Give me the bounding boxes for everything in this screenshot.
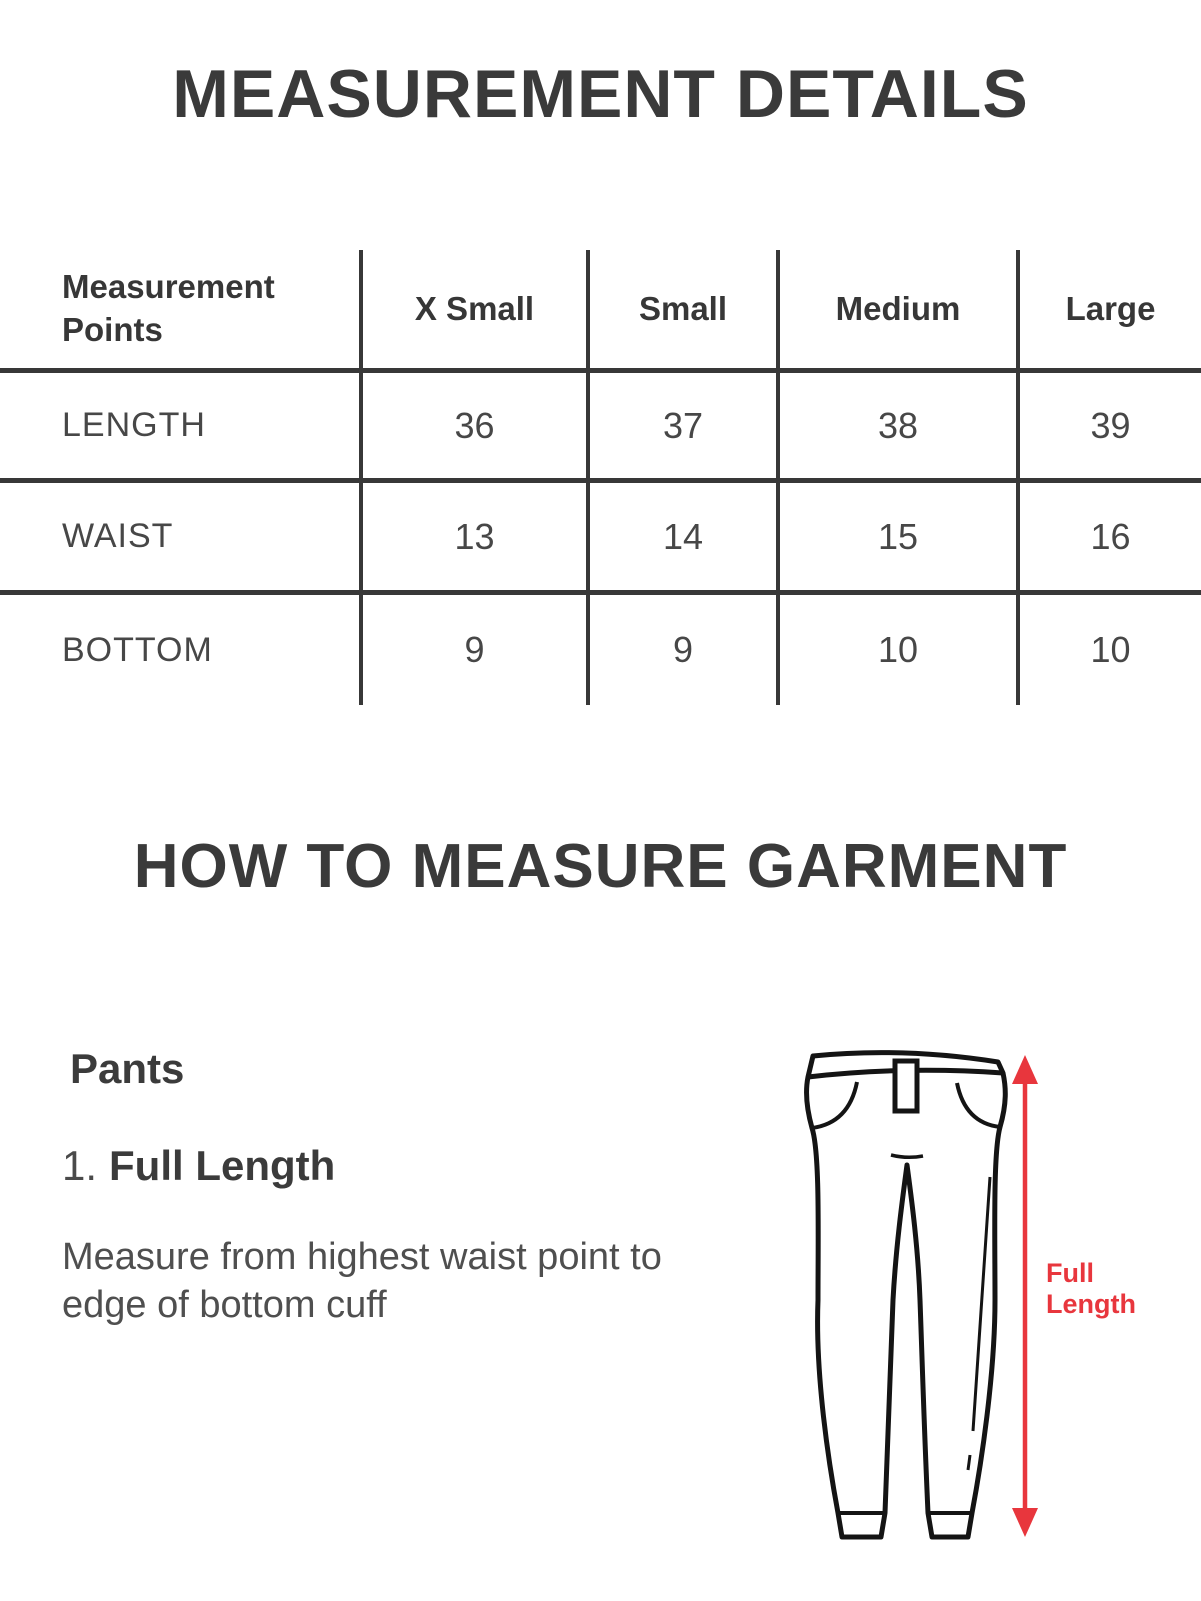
waist-x-small-value: 13 — [363, 478, 590, 590]
bottom-medium-value: 10 — [780, 590, 1020, 705]
col-header-large: Large — [1065, 289, 1156, 327]
row-label-bottom: BOTTOM — [0, 590, 363, 705]
measurement-table — [0, 250, 1201, 705]
step-heading — [62, 1142, 336, 1189]
arrow-head-up — [1012, 1055, 1038, 1084]
col-header-x-small: X Small — [363, 250, 590, 368]
waist-small-value: 14 — [590, 478, 780, 590]
section-title-how-to-measure: HOW TO MEASURE GARMENT — [133, 832, 1068, 901]
pants-illustration — [785, 1045, 1015, 1545]
step-description: Measure from highest waist point to edge of bottom cuff — [62, 1236, 662, 1326]
step-name: Full Length — [109, 1142, 336, 1189]
bottom-x-small-value: 9 — [363, 590, 590, 705]
full-length-arrow-label: Full Length — [1046, 1258, 1136, 1320]
col-header-measurement-points: Measurement Points — [0, 250, 363, 368]
row-label-waist: WAIST — [0, 478, 363, 590]
bottom-small-value: 9 — [590, 590, 780, 705]
length-medium-value: 38 — [780, 368, 1020, 478]
full-length-arrow-icon — [1007, 1053, 1043, 1539]
row-label-length: LENGTH — [0, 368, 363, 478]
garment-name: Pants — [70, 1045, 185, 1092]
page-title: MEASUREMENT DETAILS — [172, 56, 1029, 132]
col-header-medium: Medium — [780, 250, 1020, 368]
length-large-value: 39 — [1020, 368, 1201, 478]
bottom-large-value: 10 — [1020, 590, 1201, 705]
waist-medium-value: 15 — [780, 478, 1020, 590]
col-header-small: Small — [590, 250, 780, 368]
waist-large-value: 16 — [1020, 478, 1201, 590]
pants-silhouette — [807, 1053, 1006, 1537]
belt-loop — [895, 1061, 917, 1111]
arrow-head-down — [1012, 1508, 1038, 1537]
length-small-value: 37 — [590, 368, 780, 478]
length-x-small-value: 36 — [363, 368, 590, 478]
step-number: 1. — [62, 1142, 98, 1189]
